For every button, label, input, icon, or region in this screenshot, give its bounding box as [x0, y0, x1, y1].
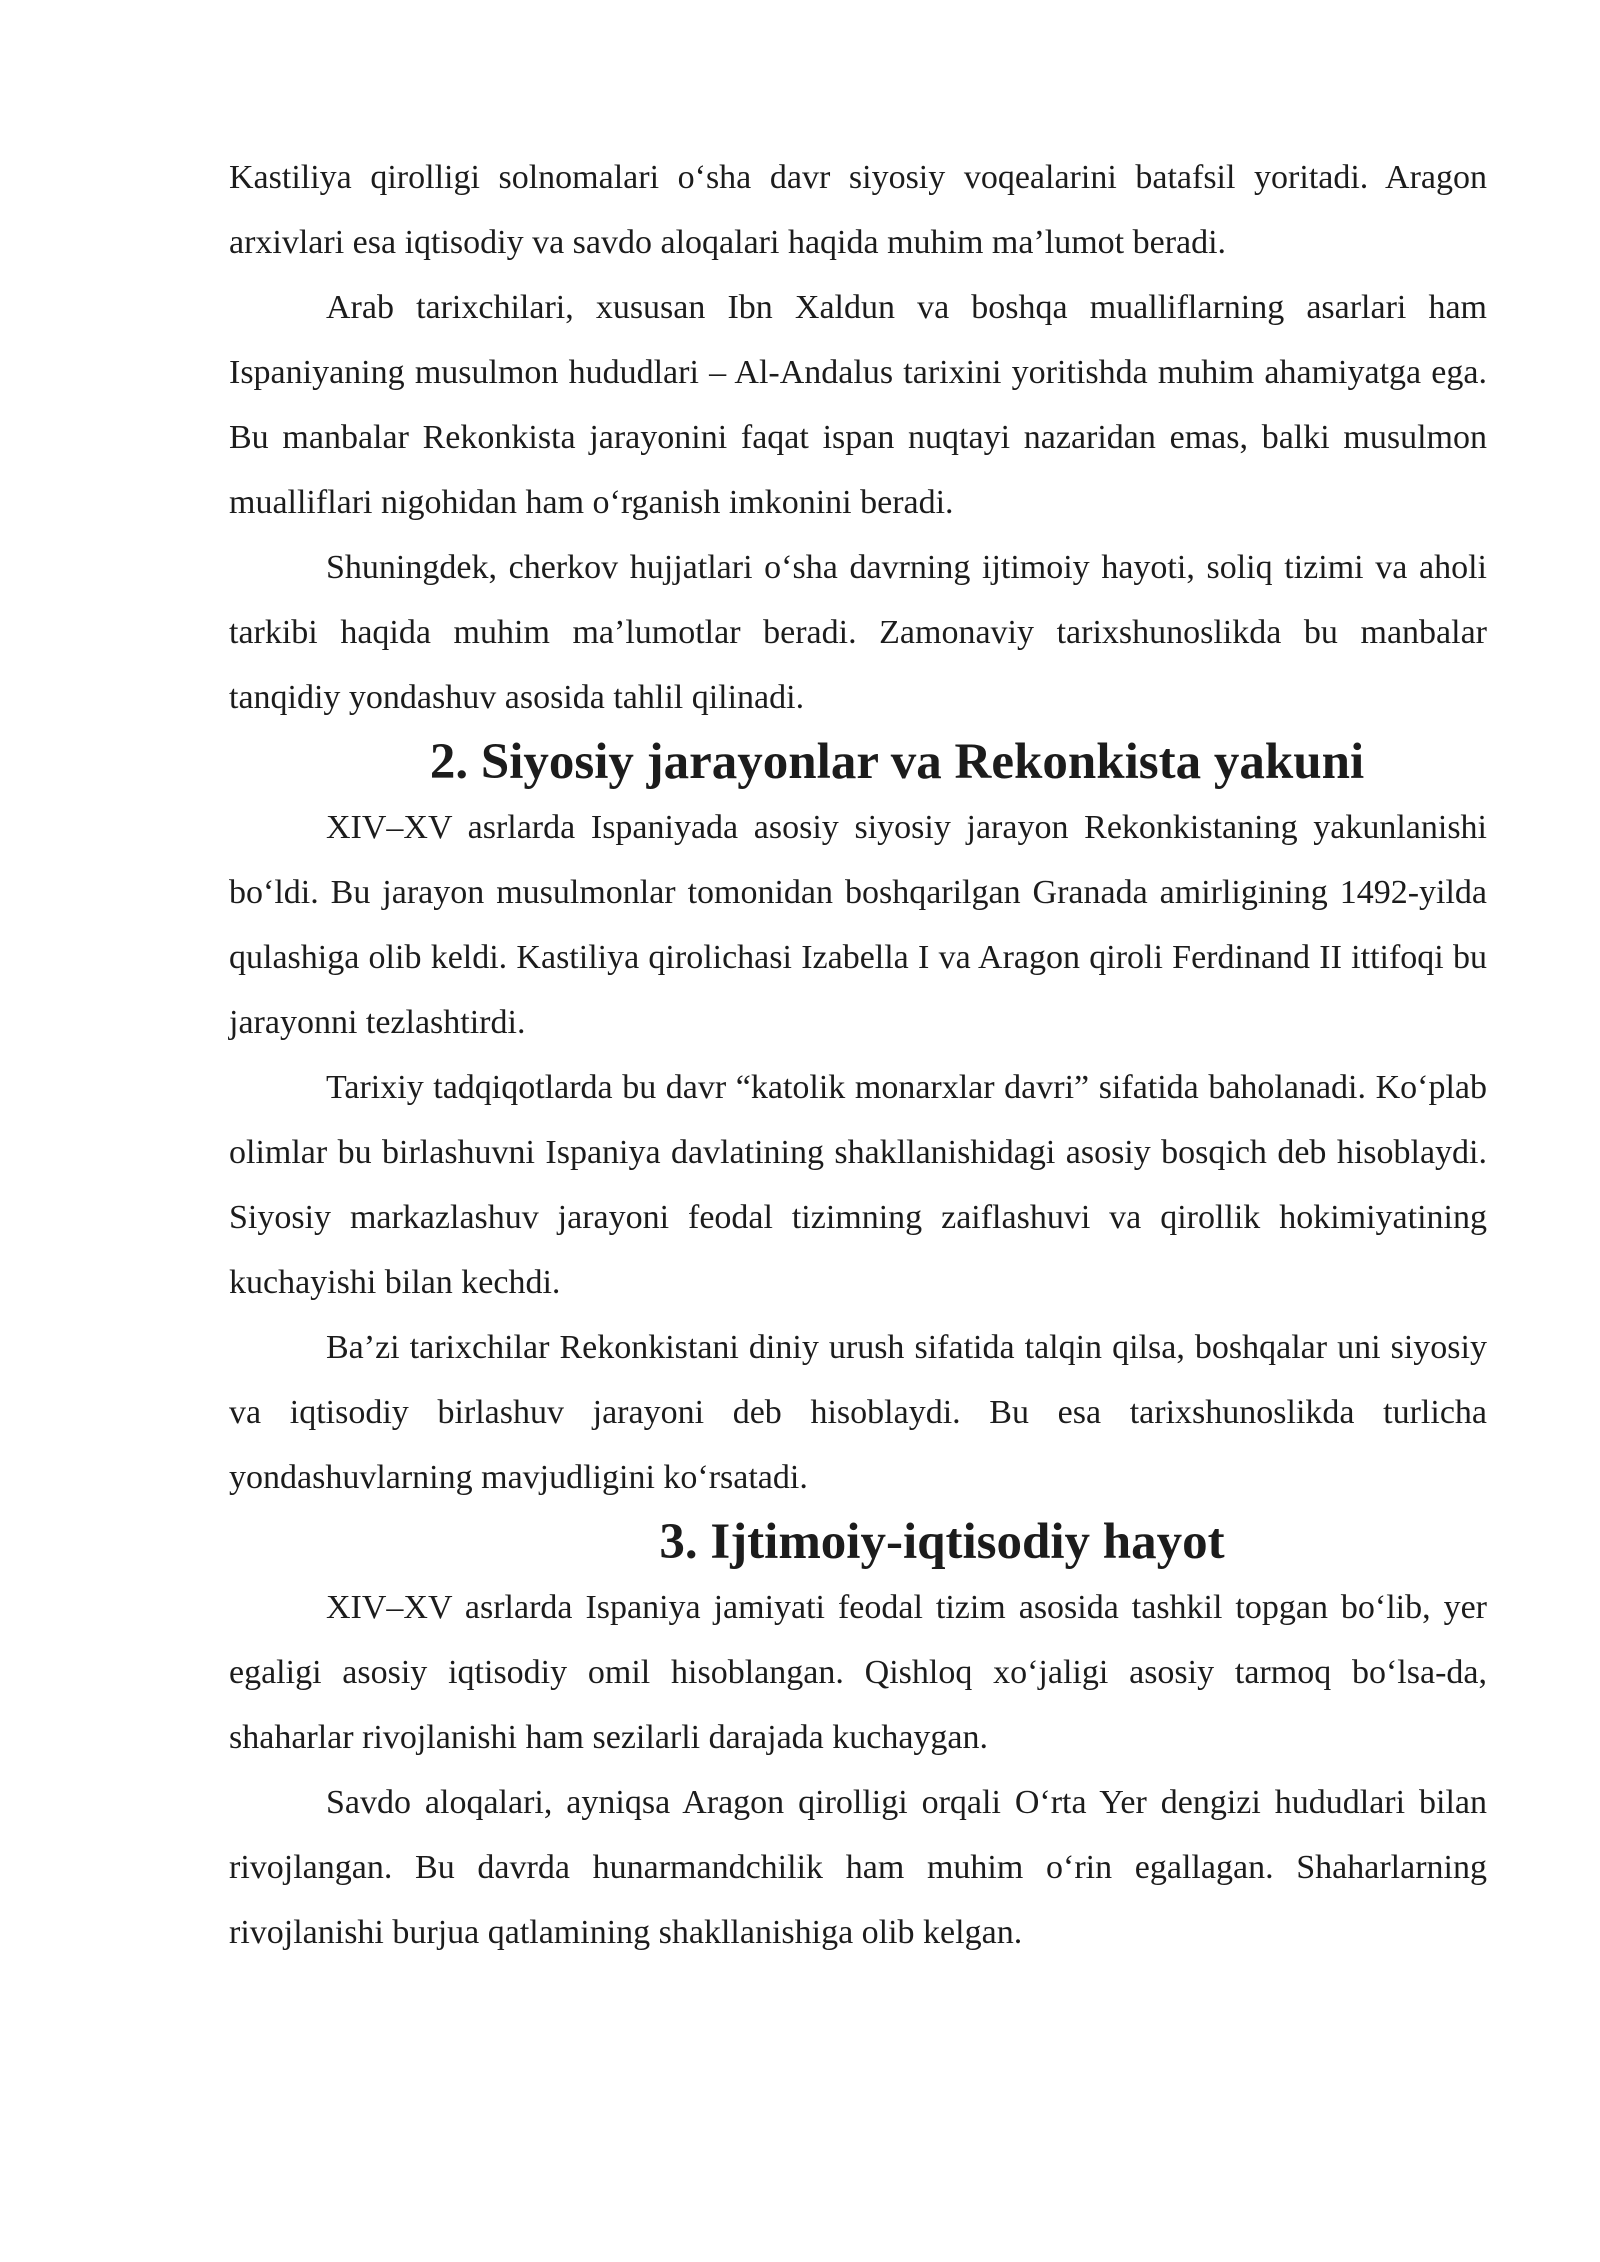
paragraph: Savdo aloqalari, ayniqsa Aragon qirolligi orqali O‘rta Yer dengizi hududlari bilan rivojlangan. Bu davrda hunarmandchilik ham muhim o‘rin egallagan. Shaharlarning rivojlanishi burjua qatlamining shakllanishiga olib kelgan.: [229, 1784, 1487, 1951]
paragraph: Kastiliya qirolligi solnomalari o‘sha davr siyosiy voqealarini batafsil yoritadi. Aragon arxivlari esa iqtisodiy va savdo aloqalari haqida muhim ma’lumot beradi.: [229, 159, 1487, 261]
section-heading: 3. Ijtimoiy-iqtisodiy hayot: [659, 1514, 1225, 1570]
document-page: [229, 145, 1487, 1965]
paragraph: Arab tarixchilari, xususan Ibn Xaldun va boshqa mualliflarning asarlari ham Ispaniyaning musulmon hududlari – Al-Andalus tarixini yoritishda muhim ahamiyatga ega. Bu manbalar Rekonkista jarayonini faqat ispan nuqtayi nazaridan emas, balki musulmon mualliflari nigohidan ham o‘rganish imkonini beradi.: [229, 289, 1487, 521]
paragraph: Tarixiy tadqiqotlarda bu davr “katolik monarxlar davri” sifatida baholanadi. Ko‘plab olimlar bu birlashuvni Ispaniya davlatining shakllanishidagi asosiy bosqich deb hisoblaydi. Siyosiy markazlashuv jarayoni feodal tizimning zaiflashuvi va qirollik hokimiyatining kuchayishi bilan kechdi.: [229, 1069, 1487, 1301]
paragraph: Ba’zi tarixchilar Rekonkistani diniy urush sifatida talqin qilsa, boshqalar uni siyosiy va iqtisodiy birlashuv jarayoni deb hisoblaydi. Bu esa tarixshunoslikda turlicha yondashuvlarning mavjudligini ko‘rsatadi.: [229, 1329, 1487, 1496]
paragraph: XIV–XV asrlarda Ispaniya jamiyati feodal tizim asosida tashkil topgan bo‘lib, yer egaligi asosiy iqtisodiy omil hisoblangan. Qishloq xo‘jaligi asosiy tarmoq bo‘lsa-da, shaharlar rivojlanishi ham sezilarli darajada kuchaygan.: [229, 1589, 1487, 1756]
paragraph: Shuningdek, cherkov hujjatlari o‘sha davrning ijtimoiy hayoti, soliq tizimi va aholi tarkibi haqida muhim ma’lumotlar beradi. Zamonaviy tarixshunoslikda bu manbalar tanqidiy yondashuv asosida tahlil qilinadi.: [229, 549, 1487, 716]
paragraph: XIV–XV asrlarda Ispaniyada asosiy siyosiy jarayon Rekonkistaning yakunlanishi bo‘ldi. Bu jarayon musulmonlar tomonidan boshqarilgan Granada amirligining 1492-yilda qulashiga olib keldi. Kastiliya qirolichasi Izabella I va Aragon qiroli Ferdinand II ittifoqi bu jarayonni tezlashtirdi.: [229, 809, 1487, 1041]
section-heading: 2. Siyosiy jarayonlar va Rekonkista yakuni: [429, 734, 1365, 790]
